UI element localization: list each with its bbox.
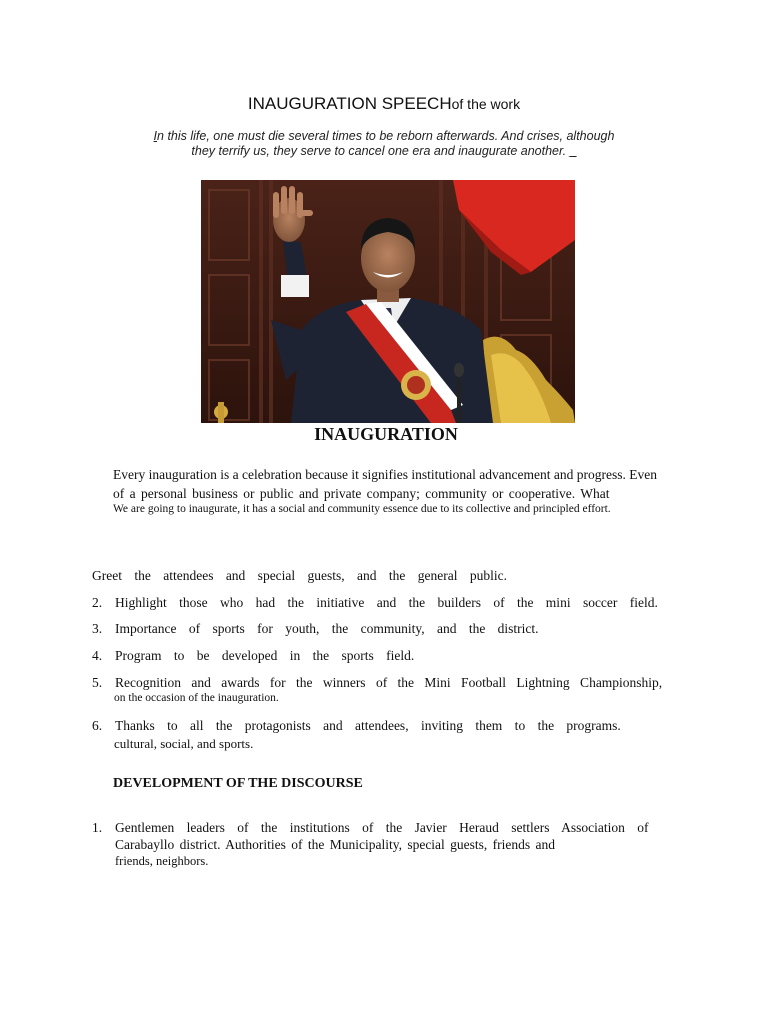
list-item-number: 4. [92,648,103,663]
section-heading: INAUGURATION [314,424,458,444]
title-suffix: of the work [451,96,521,112]
president-photo [201,180,575,423]
title-main: INAUGURATION SPEECH [247,94,452,113]
document-title [0,94,768,114]
list-item-number: 5. [92,675,103,690]
list-item [92,648,712,666]
list-item-subtext: cultural, social, and sports. [114,736,254,751]
intro-line-1: Every inauguration is a celebration because it signifies institutional advancement and progress. Even [113,467,657,482]
list-item-number: 1. [92,820,103,835]
development-line-2: Carabayllo district. Authorities of the Municipality, special guests, friends and [115,837,556,852]
list-item-number: 3. [92,621,103,636]
list-item-text: Highlight those who had the initiative and the builders of the mini soccer field. [115,595,658,610]
list-item-number: 2. [92,595,103,610]
list-item [92,621,712,639]
list-item-text: Thanks to all the protagonists and attendees, inviting them to the programs. [115,718,621,733]
development-item [92,820,732,874]
epigraph-quote [120,129,648,159]
list-item-text: Importance of sports for youth, the community, and the district. [115,621,539,636]
list-item [92,675,752,711]
list-item-text: Recognition and awards for the winners of the Mini Football Lightning Championship, [115,675,663,690]
list-item-text: Program to be developed in the sports field. [115,648,415,663]
list-item: Greet the attendees and special guests, and the general public. [92,568,507,583]
development-line-3: friends, neighbors. [115,854,209,868]
list-item [92,595,712,613]
quote-line-2: they terrify us, they serve to cancel one era and inaugurate another. [191,144,567,158]
list-item-number: 6. [92,718,103,733]
quote-line-1: n this life, one must die several times to be reborn afterwards. And crises, although [157,129,615,143]
intro-line-2: of a personal business or public and private company; community or cooperative. What [113,486,610,501]
list-item-subtext: on the occasion of the inauguration. [114,692,279,704]
intro-line-3: We are going to inaugurate, it has a social and community essence due to its collective and principled effort. [113,503,611,515]
quote-mark: _ [569,144,577,158]
quote-first-letter: I [153,129,158,143]
list-item [92,718,732,754]
development-line-1: Gentlemen leaders of the institutions of the Javier Heraud settlers Association of [115,820,649,835]
development-heading: DEVELOPMENT OF THE DISCOURSE [113,776,363,791]
